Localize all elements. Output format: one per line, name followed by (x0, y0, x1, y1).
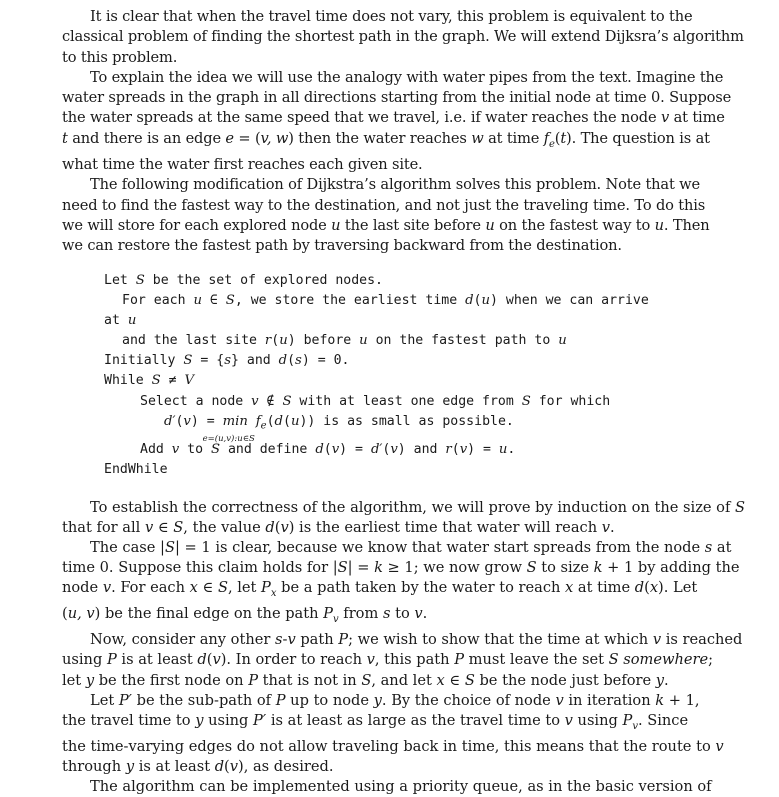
code-line: EndWhile (104, 461, 168, 477)
text-line: through y is at least d(v), as desired. (62, 757, 334, 775)
text-line: The case |S| = 1 is clear, because we know that water start spreads from the node s at (90, 539, 732, 557)
text-line: classical problem of finding the shortest path in the graph. We will extend Dijksra’s algorithm (62, 28, 744, 46)
code-line: Let S be the set of explored nodes. (104, 273, 383, 288)
text-line: To explain the idea we will use the analogy with water pipes from the text. Imagine the (90, 68, 724, 86)
text-line: we will store for each explored node u the last site before u on the fastest way to u. Then (62, 216, 710, 234)
text-line: It is clear that when the travel time does not vary, this problem is equivalent to the (90, 8, 693, 25)
text-line: what time the water first reaches each given site. (62, 155, 423, 173)
code-line: For each u ∈ S, we store the earliest time d(u) when we can arrive (122, 293, 649, 309)
code-line: Initially S = {s} and d(s) = 0. (104, 353, 350, 369)
text-line: node v. For each x ∈ S, let $P_x$ be a path taken by the water to reach x at time d(x). Let (62, 579, 698, 600)
code-line: While S ≠ V (104, 373, 195, 389)
code-line: at u (104, 313, 137, 329)
text-line: Let P′ be the sub-path of P up to node y. By the choice of node v in iteration k + 1, (90, 691, 700, 709)
code-line: d′(v) = min e=(u,v):u∈S $f_e(d(u))$ is as small as possible. (104, 412, 724, 432)
code-line: Select a node v ∉ S with at least one edge from S for which (140, 393, 611, 409)
text-line: time 0. Suppose this claim holds for |S| = k ≥ 1; we now grow S to size k + 1 by adding the (62, 559, 740, 577)
text-line: (u, v) be the final edge on the path $P_v$ from s to v. (62, 605, 428, 626)
text-line: that for all v ∈ S, the value d(v) is the earliest time that water will reach v. (62, 519, 615, 537)
code-line: and the last site r(u) before u on the fastest path to u (122, 333, 567, 349)
text-line: the time-varying edges do not allow traveling back in time, this means that the route to v (62, 737, 724, 755)
intro-text (62, 7, 744, 256)
proof-text (62, 498, 745, 797)
min-operator: min e=(u,v):u∈S (223, 412, 248, 432)
text-line: need to find the fastest way to the destination, and not just the traveling time. To do this (62, 196, 706, 214)
text-line: To establish the correctness of the algorithm, we will prove by induction on the size of S (90, 499, 745, 516)
text-line: water spreads in the graph in all directions starting from the initial node at time 0. Suppose (62, 89, 732, 107)
text-line: t and there is an edge e = (v, w) then the water reaches w at time $f_e(t)$. The question is at (62, 129, 710, 150)
text-line: using P is at least d(v). In order to reach v, this path P must leave the set S somewhere; (62, 651, 714, 669)
text-line: The algorithm can be implemented using a priority queue, as in the basic version of (90, 777, 712, 795)
text-line: to this problem. (62, 48, 178, 66)
algorithm-pseudocode (104, 271, 724, 480)
min-subscript: e=(u,v):u∈S (202, 433, 255, 444)
text-line: The following modification of Dijkstra’s algorithm solves this problem. Note that we (90, 176, 701, 194)
code-line: Add v to S and define d(v) = d′(v) and r(v) = u. (140, 441, 516, 457)
text-line: the water spreads at the same speed that we travel, i.e. if water reaches the node v at time (62, 109, 725, 127)
text-line: Now, consider any other s-v path P; we wish to show that the time at which v is reached (90, 631, 743, 649)
text-line: let y be the first node on P that is not in S, and let x ∈ S be the node just before y. (62, 671, 669, 689)
text-line: the travel time to y using P′ is at least as large as the travel time to v using $P_v$. Since (62, 711, 689, 732)
text-line: we can restore the fastest path by traversing backward from the destination. (62, 237, 622, 255)
